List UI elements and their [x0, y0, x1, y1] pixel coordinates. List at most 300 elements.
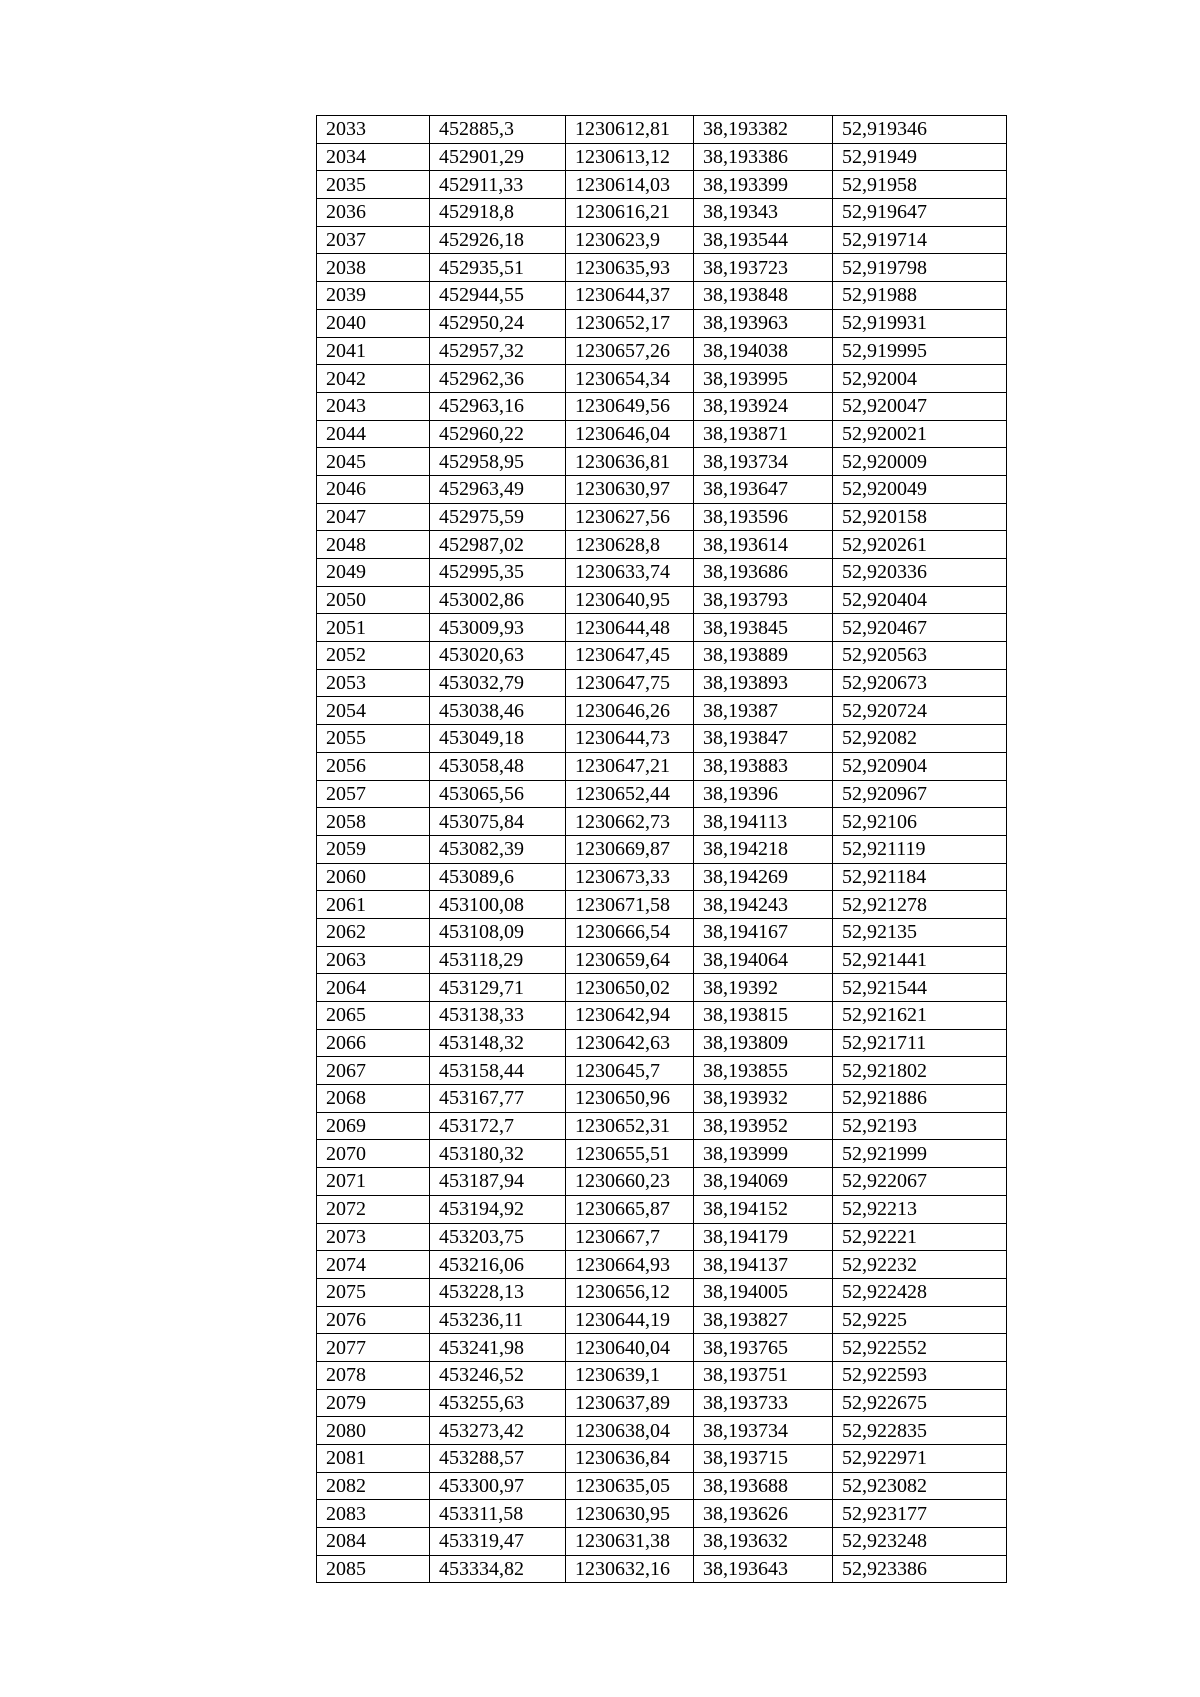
latitude-cell: 38,194179 — [694, 1223, 833, 1251]
y-coordinate-cell: 1230647,75 — [566, 669, 694, 697]
table-row — [317, 199, 1007, 227]
table-row — [317, 365, 1007, 393]
latitude-cell: 38,193855 — [694, 1057, 833, 1085]
table-row — [317, 171, 1007, 199]
x-coordinate-cell: 453288,57 — [430, 1445, 566, 1473]
y-coordinate-cell: 1230667,7 — [566, 1223, 694, 1251]
table-row — [317, 586, 1007, 614]
table-row — [317, 531, 1007, 559]
longitude-cell: 52,921999 — [833, 1140, 1007, 1168]
x-coordinate-cell: 453075,84 — [430, 808, 566, 836]
table-row — [317, 392, 1007, 420]
point-number-cell: 2047 — [317, 503, 430, 531]
longitude-cell: 52,922428 — [833, 1278, 1007, 1306]
x-coordinate-cell: 452987,02 — [430, 531, 566, 559]
x-coordinate-cell: 453009,93 — [430, 614, 566, 642]
x-coordinate-cell: 452957,32 — [430, 337, 566, 365]
point-number-cell: 2048 — [317, 531, 430, 559]
latitude-cell: 38,193686 — [694, 559, 833, 587]
x-coordinate-cell: 453255,63 — [430, 1389, 566, 1417]
y-coordinate-cell: 1230642,94 — [566, 1002, 694, 1030]
latitude-cell: 38,193765 — [694, 1334, 833, 1362]
table-row — [317, 1555, 1007, 1583]
longitude-cell: 52,920261 — [833, 531, 1007, 559]
table-row — [317, 1002, 1007, 1030]
latitude-cell: 38,193809 — [694, 1029, 833, 1057]
point-number-cell: 2043 — [317, 392, 430, 420]
y-coordinate-cell: 1230656,12 — [566, 1278, 694, 1306]
x-coordinate-cell: 453020,63 — [430, 642, 566, 670]
table-row — [317, 559, 1007, 587]
point-number-cell: 2039 — [317, 282, 430, 310]
latitude-cell: 38,193626 — [694, 1500, 833, 1528]
longitude-cell: 52,921184 — [833, 863, 1007, 891]
longitude-cell: 52,921441 — [833, 946, 1007, 974]
point-number-cell: 2052 — [317, 642, 430, 670]
point-number-cell: 2057 — [317, 780, 430, 808]
table-row — [317, 309, 1007, 337]
y-coordinate-cell: 1230652,31 — [566, 1112, 694, 1140]
y-coordinate-cell: 1230662,73 — [566, 808, 694, 836]
point-number-cell: 2073 — [317, 1223, 430, 1251]
y-coordinate-cell: 1230632,16 — [566, 1555, 694, 1583]
latitude-cell: 38,193827 — [694, 1306, 833, 1334]
point-number-cell: 2053 — [317, 669, 430, 697]
latitude-cell: 38,193963 — [694, 309, 833, 337]
y-coordinate-cell: 1230644,48 — [566, 614, 694, 642]
longitude-cell: 52,920404 — [833, 586, 1007, 614]
x-coordinate-cell: 452926,18 — [430, 226, 566, 254]
y-coordinate-cell: 1230652,17 — [566, 309, 694, 337]
point-number-cell: 2038 — [317, 254, 430, 282]
point-number-cell: 2069 — [317, 1112, 430, 1140]
y-coordinate-cell: 1230669,87 — [566, 835, 694, 863]
table-row — [317, 1445, 1007, 1473]
latitude-cell: 38,193386 — [694, 143, 833, 171]
longitude-cell: 52,920049 — [833, 475, 1007, 503]
latitude-cell: 38,194038 — [694, 337, 833, 365]
x-coordinate-cell: 453148,32 — [430, 1029, 566, 1057]
latitude-cell: 38,19392 — [694, 974, 833, 1002]
x-coordinate-cell: 453300,97 — [430, 1472, 566, 1500]
point-number-cell: 2085 — [317, 1555, 430, 1583]
longitude-cell: 52,919346 — [833, 116, 1007, 144]
table-row — [317, 808, 1007, 836]
y-coordinate-cell: 1230638,04 — [566, 1417, 694, 1445]
table-row — [317, 503, 1007, 531]
point-number-cell: 2056 — [317, 752, 430, 780]
latitude-cell: 38,193715 — [694, 1445, 833, 1473]
longitude-cell: 52,919995 — [833, 337, 1007, 365]
x-coordinate-cell: 453241,98 — [430, 1334, 566, 1362]
table-row — [317, 1500, 1007, 1528]
x-coordinate-cell: 452885,3 — [430, 116, 566, 144]
table-row — [317, 1306, 1007, 1334]
table-row — [317, 863, 1007, 891]
y-coordinate-cell: 1230637,89 — [566, 1389, 694, 1417]
latitude-cell: 38,193734 — [694, 448, 833, 476]
latitude-cell: 38,193733 — [694, 1389, 833, 1417]
table-row — [317, 1195, 1007, 1223]
longitude-cell: 52,921119 — [833, 835, 1007, 863]
latitude-cell: 38,193723 — [694, 254, 833, 282]
point-number-cell: 2045 — [317, 448, 430, 476]
point-number-cell: 2050 — [317, 586, 430, 614]
point-number-cell: 2035 — [317, 171, 430, 199]
longitude-cell: 52,922593 — [833, 1361, 1007, 1389]
point-number-cell: 2076 — [317, 1306, 430, 1334]
x-coordinate-cell: 453246,52 — [430, 1361, 566, 1389]
latitude-cell: 38,193815 — [694, 1002, 833, 1030]
x-coordinate-cell: 453129,71 — [430, 974, 566, 1002]
y-coordinate-cell: 1230644,37 — [566, 282, 694, 310]
longitude-cell: 52,920673 — [833, 669, 1007, 697]
x-coordinate-cell: 453236,11 — [430, 1306, 566, 1334]
table-row — [317, 918, 1007, 946]
point-number-cell: 2084 — [317, 1528, 430, 1556]
y-coordinate-cell: 1230666,54 — [566, 918, 694, 946]
table-row — [317, 1278, 1007, 1306]
latitude-cell: 38,193596 — [694, 503, 833, 531]
coordinates-table-body — [317, 116, 1007, 1583]
table-row — [317, 1528, 1007, 1556]
latitude-cell: 38,193734 — [694, 1417, 833, 1445]
x-coordinate-cell: 453082,39 — [430, 835, 566, 863]
longitude-cell: 52,92213 — [833, 1195, 1007, 1223]
table-row — [317, 1140, 1007, 1168]
point-number-cell: 2071 — [317, 1168, 430, 1196]
x-coordinate-cell: 453065,56 — [430, 780, 566, 808]
y-coordinate-cell: 1230655,51 — [566, 1140, 694, 1168]
table-row — [317, 946, 1007, 974]
latitude-cell: 38,194005 — [694, 1278, 833, 1306]
longitude-cell: 52,920021 — [833, 420, 1007, 448]
longitude-cell: 52,921886 — [833, 1085, 1007, 1113]
y-coordinate-cell: 1230644,73 — [566, 725, 694, 753]
y-coordinate-cell: 1230640,04 — [566, 1334, 694, 1362]
y-coordinate-cell: 1230647,45 — [566, 642, 694, 670]
y-coordinate-cell: 1230640,95 — [566, 586, 694, 614]
x-coordinate-cell: 452901,29 — [430, 143, 566, 171]
table-row — [317, 1168, 1007, 1196]
table-row — [317, 1112, 1007, 1140]
y-coordinate-cell: 1230644,19 — [566, 1306, 694, 1334]
point-number-cell: 2066 — [317, 1029, 430, 1057]
point-number-cell: 2081 — [317, 1445, 430, 1473]
point-number-cell: 2042 — [317, 365, 430, 393]
y-coordinate-cell: 1230659,64 — [566, 946, 694, 974]
longitude-cell: 52,92135 — [833, 918, 1007, 946]
longitude-cell: 52,922067 — [833, 1168, 1007, 1196]
y-coordinate-cell: 1230630,95 — [566, 1500, 694, 1528]
x-coordinate-cell: 453158,44 — [430, 1057, 566, 1085]
point-number-cell: 2077 — [317, 1334, 430, 1362]
longitude-cell: 52,92193 — [833, 1112, 1007, 1140]
longitude-cell: 52,921544 — [833, 974, 1007, 1002]
latitude-cell: 38,193932 — [694, 1085, 833, 1113]
longitude-cell: 52,923386 — [833, 1555, 1007, 1583]
point-number-cell: 2054 — [317, 697, 430, 725]
point-number-cell: 2062 — [317, 918, 430, 946]
x-coordinate-cell: 453203,75 — [430, 1223, 566, 1251]
x-coordinate-cell: 452944,55 — [430, 282, 566, 310]
point-number-cell: 2058 — [317, 808, 430, 836]
y-coordinate-cell: 1230646,26 — [566, 697, 694, 725]
longitude-cell: 52,919798 — [833, 254, 1007, 282]
longitude-cell: 52,920904 — [833, 752, 1007, 780]
point-number-cell: 2044 — [317, 420, 430, 448]
y-coordinate-cell: 1230645,7 — [566, 1057, 694, 1085]
longitude-cell: 52,923177 — [833, 1500, 1007, 1528]
x-coordinate-cell: 453032,79 — [430, 669, 566, 697]
x-coordinate-cell: 453216,06 — [430, 1251, 566, 1279]
latitude-cell: 38,193995 — [694, 365, 833, 393]
x-coordinate-cell: 452960,22 — [430, 420, 566, 448]
longitude-cell: 52,91958 — [833, 171, 1007, 199]
y-coordinate-cell: 1230665,87 — [566, 1195, 694, 1223]
longitude-cell: 52,922835 — [833, 1417, 1007, 1445]
point-number-cell: 2075 — [317, 1278, 430, 1306]
table-row — [317, 614, 1007, 642]
point-number-cell: 2046 — [317, 475, 430, 503]
table-row — [317, 420, 1007, 448]
table-row — [317, 1057, 1007, 1085]
latitude-cell: 38,194167 — [694, 918, 833, 946]
longitude-cell: 52,920563 — [833, 642, 1007, 670]
latitude-cell: 38,194269 — [694, 863, 833, 891]
latitude-cell: 38,194137 — [694, 1251, 833, 1279]
y-coordinate-cell: 1230660,23 — [566, 1168, 694, 1196]
table-row — [317, 143, 1007, 171]
point-number-cell: 2074 — [317, 1251, 430, 1279]
longitude-cell: 52,920724 — [833, 697, 1007, 725]
y-coordinate-cell: 1230657,26 — [566, 337, 694, 365]
longitude-cell: 52,921278 — [833, 891, 1007, 919]
x-coordinate-cell: 453049,18 — [430, 725, 566, 753]
latitude-cell: 38,19343 — [694, 199, 833, 227]
longitude-cell: 52,92082 — [833, 725, 1007, 753]
x-coordinate-cell: 453172,7 — [430, 1112, 566, 1140]
x-coordinate-cell: 453167,77 — [430, 1085, 566, 1113]
table-row — [317, 282, 1007, 310]
point-number-cell: 2068 — [317, 1085, 430, 1113]
table-row — [317, 1029, 1007, 1057]
x-coordinate-cell: 452918,8 — [430, 199, 566, 227]
longitude-cell: 52,920047 — [833, 392, 1007, 420]
x-coordinate-cell: 453108,09 — [430, 918, 566, 946]
x-coordinate-cell: 453334,82 — [430, 1555, 566, 1583]
longitude-cell: 52,920158 — [833, 503, 1007, 531]
longitude-cell: 52,919714 — [833, 226, 1007, 254]
y-coordinate-cell: 1230673,33 — [566, 863, 694, 891]
x-coordinate-cell: 453038,46 — [430, 697, 566, 725]
table-row — [317, 1251, 1007, 1279]
y-coordinate-cell: 1230650,02 — [566, 974, 694, 1002]
latitude-cell: 38,193632 — [694, 1528, 833, 1556]
table-row — [317, 337, 1007, 365]
latitude-cell: 38,193643 — [694, 1555, 833, 1583]
x-coordinate-cell: 453100,08 — [430, 891, 566, 919]
x-coordinate-cell: 452975,59 — [430, 503, 566, 531]
latitude-cell: 38,193847 — [694, 725, 833, 753]
x-coordinate-cell: 453228,13 — [430, 1278, 566, 1306]
longitude-cell: 52,919647 — [833, 199, 1007, 227]
table-row — [317, 1417, 1007, 1445]
longitude-cell: 52,921711 — [833, 1029, 1007, 1057]
y-coordinate-cell: 1230635,05 — [566, 1472, 694, 1500]
latitude-cell: 38,194218 — [694, 835, 833, 863]
longitude-cell: 52,922552 — [833, 1334, 1007, 1362]
table-row — [317, 974, 1007, 1002]
x-coordinate-cell: 452911,33 — [430, 171, 566, 199]
point-number-cell: 2060 — [317, 863, 430, 891]
point-number-cell: 2065 — [317, 1002, 430, 1030]
x-coordinate-cell: 453180,32 — [430, 1140, 566, 1168]
y-coordinate-cell: 1230631,38 — [566, 1528, 694, 1556]
point-number-cell: 2080 — [317, 1417, 430, 1445]
y-coordinate-cell: 1230623,9 — [566, 226, 694, 254]
longitude-cell: 52,92221 — [833, 1223, 1007, 1251]
y-coordinate-cell: 1230612,81 — [566, 116, 694, 144]
point-number-cell: 2072 — [317, 1195, 430, 1223]
y-coordinate-cell: 1230636,84 — [566, 1445, 694, 1473]
longitude-cell: 52,922971 — [833, 1445, 1007, 1473]
latitude-cell: 38,193688 — [694, 1472, 833, 1500]
y-coordinate-cell: 1230647,21 — [566, 752, 694, 780]
table-row — [317, 642, 1007, 670]
y-coordinate-cell: 1230630,97 — [566, 475, 694, 503]
point-number-cell: 2070 — [317, 1140, 430, 1168]
longitude-cell: 52,91988 — [833, 282, 1007, 310]
latitude-cell: 38,193924 — [694, 392, 833, 420]
longitude-cell: 52,921802 — [833, 1057, 1007, 1085]
table-row — [317, 1389, 1007, 1417]
x-coordinate-cell: 452950,24 — [430, 309, 566, 337]
point-number-cell: 2055 — [317, 725, 430, 753]
point-number-cell: 2049 — [317, 559, 430, 587]
x-coordinate-cell: 452958,95 — [430, 448, 566, 476]
longitude-cell: 52,91949 — [833, 143, 1007, 171]
longitude-cell: 52,92106 — [833, 808, 1007, 836]
longitude-cell: 52,923082 — [833, 1472, 1007, 1500]
x-coordinate-cell: 453089,6 — [430, 863, 566, 891]
x-coordinate-cell: 453319,47 — [430, 1528, 566, 1556]
y-coordinate-cell: 1230627,56 — [566, 503, 694, 531]
table-row — [317, 226, 1007, 254]
point-number-cell: 2063 — [317, 946, 430, 974]
x-coordinate-cell: 453273,42 — [430, 1417, 566, 1445]
y-coordinate-cell: 1230613,12 — [566, 143, 694, 171]
x-coordinate-cell: 452963,49 — [430, 475, 566, 503]
latitude-cell: 38,193889 — [694, 642, 833, 670]
latitude-cell: 38,19396 — [694, 780, 833, 808]
x-coordinate-cell: 453311,58 — [430, 1500, 566, 1528]
latitude-cell: 38,194064 — [694, 946, 833, 974]
y-coordinate-cell: 1230671,58 — [566, 891, 694, 919]
x-coordinate-cell: 452995,35 — [430, 559, 566, 587]
point-number-cell: 2037 — [317, 226, 430, 254]
longitude-cell: 52,920336 — [833, 559, 1007, 587]
table-row — [317, 448, 1007, 476]
x-coordinate-cell: 452935,51 — [430, 254, 566, 282]
longitude-cell: 52,920467 — [833, 614, 1007, 642]
longitude-cell: 52,92232 — [833, 1251, 1007, 1279]
latitude-cell: 38,194152 — [694, 1195, 833, 1223]
y-coordinate-cell: 1230654,34 — [566, 365, 694, 393]
point-number-cell: 2034 — [317, 143, 430, 171]
x-coordinate-cell: 452963,16 — [430, 392, 566, 420]
x-coordinate-cell: 453002,86 — [430, 586, 566, 614]
point-number-cell: 2064 — [317, 974, 430, 1002]
point-number-cell: 2083 — [317, 1500, 430, 1528]
longitude-cell: 52,920009 — [833, 448, 1007, 476]
table-row — [317, 725, 1007, 753]
latitude-cell: 38,193399 — [694, 171, 833, 199]
y-coordinate-cell: 1230642,63 — [566, 1029, 694, 1057]
latitude-cell: 38,193647 — [694, 475, 833, 503]
x-coordinate-cell: 452962,36 — [430, 365, 566, 393]
x-coordinate-cell: 453194,92 — [430, 1195, 566, 1223]
y-coordinate-cell: 1230652,44 — [566, 780, 694, 808]
latitude-cell: 38,19387 — [694, 697, 833, 725]
point-number-cell: 2082 — [317, 1472, 430, 1500]
latitude-cell: 38,193845 — [694, 614, 833, 642]
y-coordinate-cell: 1230636,81 — [566, 448, 694, 476]
table-row — [317, 835, 1007, 863]
table-row — [317, 475, 1007, 503]
longitude-cell: 52,92004 — [833, 365, 1007, 393]
table-row — [317, 1223, 1007, 1251]
point-number-cell: 2036 — [317, 199, 430, 227]
point-number-cell: 2059 — [317, 835, 430, 863]
x-coordinate-cell: 453138,33 — [430, 1002, 566, 1030]
table-row — [317, 891, 1007, 919]
x-coordinate-cell: 453058,48 — [430, 752, 566, 780]
x-coordinate-cell: 453187,94 — [430, 1168, 566, 1196]
longitude-cell: 52,923248 — [833, 1528, 1007, 1556]
y-coordinate-cell: 1230628,8 — [566, 531, 694, 559]
latitude-cell: 38,193883 — [694, 752, 833, 780]
y-coordinate-cell: 1230635,93 — [566, 254, 694, 282]
table-row — [317, 780, 1007, 808]
latitude-cell: 38,193544 — [694, 226, 833, 254]
x-coordinate-cell: 453118,29 — [430, 946, 566, 974]
point-number-cell: 2078 — [317, 1361, 430, 1389]
y-coordinate-cell: 1230616,21 — [566, 199, 694, 227]
latitude-cell: 38,194243 — [694, 891, 833, 919]
longitude-cell: 52,921621 — [833, 1002, 1007, 1030]
table-row — [317, 116, 1007, 144]
table-row — [317, 669, 1007, 697]
latitude-cell: 38,193952 — [694, 1112, 833, 1140]
point-number-cell: 2033 — [317, 116, 430, 144]
y-coordinate-cell: 1230664,93 — [566, 1251, 694, 1279]
latitude-cell: 38,193871 — [694, 420, 833, 448]
table-row — [317, 1085, 1007, 1113]
table-row — [317, 1472, 1007, 1500]
y-coordinate-cell: 1230614,03 — [566, 171, 694, 199]
y-coordinate-cell: 1230633,74 — [566, 559, 694, 587]
point-number-cell: 2051 — [317, 614, 430, 642]
latitude-cell: 38,193751 — [694, 1361, 833, 1389]
table-row — [317, 1361, 1007, 1389]
longitude-cell: 52,919931 — [833, 309, 1007, 337]
table-row — [317, 1334, 1007, 1362]
y-coordinate-cell: 1230639,1 — [566, 1361, 694, 1389]
longitude-cell: 52,920967 — [833, 780, 1007, 808]
latitude-cell: 38,193382 — [694, 116, 833, 144]
table-row — [317, 752, 1007, 780]
